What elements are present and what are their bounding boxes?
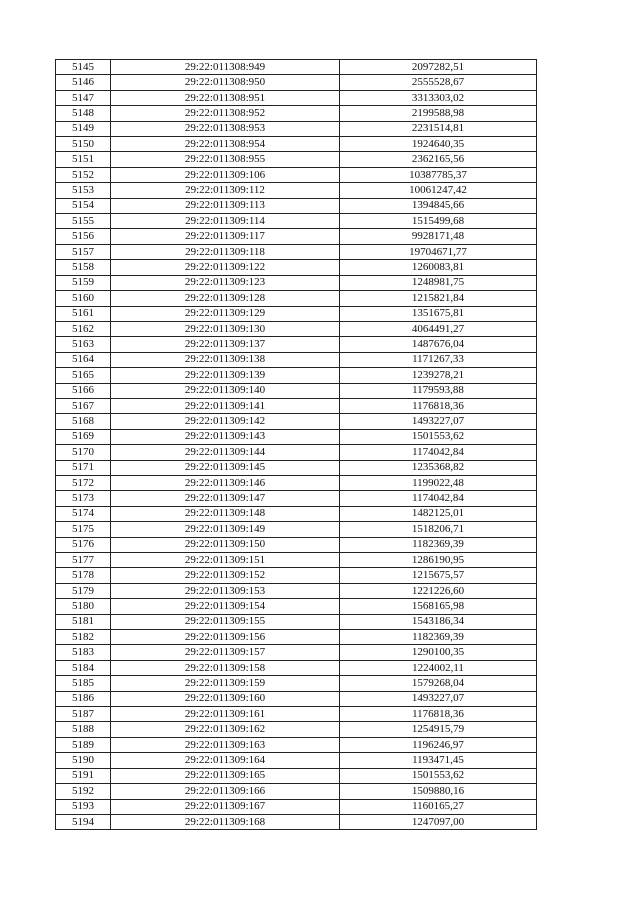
row-number-cell: 5160 xyxy=(56,291,111,306)
table-row xyxy=(56,753,537,768)
table-row xyxy=(56,368,537,383)
value-cell: 1176818,36 xyxy=(340,707,537,722)
row-number-cell: 5159 xyxy=(56,275,111,290)
table-row xyxy=(56,121,537,136)
value-cell: 1579268,04 xyxy=(340,676,537,691)
row-number-cell: 5145 xyxy=(56,60,111,75)
value-cell: 1248981,75 xyxy=(340,275,537,290)
table-row xyxy=(56,275,537,290)
cadastral-number-cell: 29:22:011309:145 xyxy=(111,460,340,475)
table-row xyxy=(56,676,537,691)
value-cell: 1260083,81 xyxy=(340,260,537,275)
cadastral-number-cell: 29:22:011308:950 xyxy=(111,75,340,90)
row-number-cell: 5189 xyxy=(56,737,111,752)
cadastral-number-cell: 29:22:011309:123 xyxy=(111,275,340,290)
value-cell: 4064491,27 xyxy=(340,321,537,336)
value-cell: 1394845,66 xyxy=(340,198,537,213)
row-number-cell: 5153 xyxy=(56,183,111,198)
row-number-cell: 5168 xyxy=(56,414,111,429)
cadastral-number-cell: 29:22:011309:166 xyxy=(111,784,340,799)
cadastral-number-cell: 29:22:011308:955 xyxy=(111,152,340,167)
value-cell: 1351675,81 xyxy=(340,306,537,321)
row-number-cell: 5185 xyxy=(56,676,111,691)
row-number-cell: 5172 xyxy=(56,475,111,490)
value-cell: 1215821,84 xyxy=(340,291,537,306)
value-cell: 1160165,27 xyxy=(340,799,537,814)
value-cell: 2097282,51 xyxy=(340,60,537,75)
table-row xyxy=(56,814,537,829)
table-row xyxy=(56,291,537,306)
cadastral-number-cell: 29:22:011309:159 xyxy=(111,676,340,691)
row-number-cell: 5146 xyxy=(56,75,111,90)
table-row xyxy=(56,60,537,75)
value-cell: 1221226,60 xyxy=(340,583,537,598)
cadastral-number-cell: 29:22:011309:146 xyxy=(111,475,340,490)
row-number-cell: 5171 xyxy=(56,460,111,475)
row-number-cell: 5150 xyxy=(56,137,111,152)
table-row xyxy=(56,445,537,460)
value-cell: 3313303,02 xyxy=(340,90,537,105)
row-number-cell: 5188 xyxy=(56,722,111,737)
table-row xyxy=(56,506,537,521)
value-cell: 2362165,56 xyxy=(340,152,537,167)
table-row xyxy=(56,90,537,105)
cadastral-number-cell: 29:22:011309:139 xyxy=(111,368,340,383)
table-row xyxy=(56,784,537,799)
row-number-cell: 5174 xyxy=(56,506,111,521)
table-row xyxy=(56,722,537,737)
table-row xyxy=(56,630,537,645)
value-cell: 1215675,57 xyxy=(340,568,537,583)
table-row xyxy=(56,691,537,706)
table-row xyxy=(56,460,537,475)
row-number-cell: 5179 xyxy=(56,583,111,598)
table-row xyxy=(56,198,537,213)
value-cell: 1176818,36 xyxy=(340,398,537,413)
cadastral-number-cell: 29:22:011309:106 xyxy=(111,167,340,182)
cadastral-number-cell: 29:22:011309:164 xyxy=(111,753,340,768)
cadastral-number-cell: 29:22:011308:954 xyxy=(111,137,340,152)
value-cell: 1196246,97 xyxy=(340,737,537,752)
cadastral-number-cell: 29:22:011309:138 xyxy=(111,352,340,367)
value-cell: 1254915,79 xyxy=(340,722,537,737)
cadastral-number-cell: 29:22:011309:144 xyxy=(111,445,340,460)
table-row xyxy=(56,429,537,444)
cadastral-number-cell: 29:22:011309:162 xyxy=(111,722,340,737)
table-row xyxy=(56,768,537,783)
cadastral-number-cell: 29:22:011309:140 xyxy=(111,383,340,398)
row-number-cell: 5149 xyxy=(56,121,111,136)
table-row xyxy=(56,244,537,259)
value-cell: 1193471,45 xyxy=(340,753,537,768)
cadastral-number-cell: 29:22:011309:142 xyxy=(111,414,340,429)
table-row xyxy=(56,537,537,552)
value-cell: 1182369,39 xyxy=(340,537,537,552)
cadastral-number-cell: 29:22:011308:952 xyxy=(111,106,340,121)
row-number-cell: 5163 xyxy=(56,337,111,352)
value-cell: 1515499,68 xyxy=(340,214,537,229)
value-cell: 10061247,42 xyxy=(340,183,537,198)
cadastral-number-cell: 29:22:011309:158 xyxy=(111,660,340,675)
row-number-cell: 5165 xyxy=(56,368,111,383)
row-number-cell: 5164 xyxy=(56,352,111,367)
table-row xyxy=(56,352,537,367)
table-body xyxy=(56,60,537,830)
cadastral-value-table xyxy=(55,59,537,830)
row-number-cell: 5193 xyxy=(56,799,111,814)
cadastral-number-cell: 29:22:011309:148 xyxy=(111,506,340,521)
table-row xyxy=(56,260,537,275)
cadastral-number-cell: 29:22:011308:953 xyxy=(111,121,340,136)
cadastral-number-cell: 29:22:011309:112 xyxy=(111,183,340,198)
value-cell: 1568165,98 xyxy=(340,599,537,614)
table-row xyxy=(56,337,537,352)
row-number-cell: 5192 xyxy=(56,784,111,799)
row-number-cell: 5191 xyxy=(56,768,111,783)
table-row xyxy=(56,475,537,490)
cadastral-number-cell: 29:22:011309:157 xyxy=(111,645,340,660)
cadastral-number-cell: 29:22:011309:141 xyxy=(111,398,340,413)
cadastral-number-cell: 29:22:011309:154 xyxy=(111,599,340,614)
value-cell: 2231514,81 xyxy=(340,121,537,136)
value-cell: 2199588,98 xyxy=(340,106,537,121)
row-number-cell: 5181 xyxy=(56,614,111,629)
row-number-cell: 5173 xyxy=(56,491,111,506)
value-cell: 10387785,37 xyxy=(340,167,537,182)
table-row xyxy=(56,106,537,121)
row-number-cell: 5169 xyxy=(56,429,111,444)
row-number-cell: 5154 xyxy=(56,198,111,213)
table-row xyxy=(56,491,537,506)
table-row xyxy=(56,383,537,398)
value-cell: 1239278,21 xyxy=(340,368,537,383)
cadastral-number-cell: 29:22:011309:143 xyxy=(111,429,340,444)
value-cell: 1501553,62 xyxy=(340,768,537,783)
cadastral-number-cell: 29:22:011309:122 xyxy=(111,260,340,275)
cadastral-number-cell: 29:22:011309:114 xyxy=(111,214,340,229)
table-row xyxy=(56,214,537,229)
table-row xyxy=(56,707,537,722)
cadastral-number-cell: 29:22:011309:117 xyxy=(111,229,340,244)
row-number-cell: 5166 xyxy=(56,383,111,398)
cadastral-number-cell: 29:22:011308:951 xyxy=(111,90,340,105)
value-cell: 19704671,77 xyxy=(340,244,537,259)
row-number-cell: 5190 xyxy=(56,753,111,768)
cadastral-number-cell: 29:22:011309:165 xyxy=(111,768,340,783)
cadastral-number-cell: 29:22:011309:149 xyxy=(111,522,340,537)
cadastral-number-cell: 29:22:011309:129 xyxy=(111,306,340,321)
value-cell: 1493227,07 xyxy=(340,414,537,429)
value-cell: 1543186,34 xyxy=(340,614,537,629)
value-cell: 1174042,84 xyxy=(340,445,537,460)
table-row xyxy=(56,583,537,598)
cadastral-number-cell: 29:22:011309:167 xyxy=(111,799,340,814)
row-number-cell: 5162 xyxy=(56,321,111,336)
value-cell: 1224002,11 xyxy=(340,660,537,675)
cadastral-number-cell: 29:22:011309:113 xyxy=(111,198,340,213)
table-row xyxy=(56,137,537,152)
row-number-cell: 5147 xyxy=(56,90,111,105)
row-number-cell: 5182 xyxy=(56,630,111,645)
value-cell: 1199022,48 xyxy=(340,475,537,490)
row-number-cell: 5180 xyxy=(56,599,111,614)
value-cell: 1247097,00 xyxy=(340,814,537,829)
cadastral-number-cell: 29:22:011309:147 xyxy=(111,491,340,506)
row-number-cell: 5151 xyxy=(56,152,111,167)
cadastral-number-cell: 29:22:011309:160 xyxy=(111,691,340,706)
value-cell: 1487676,04 xyxy=(340,337,537,352)
table-row xyxy=(56,645,537,660)
row-number-cell: 5161 xyxy=(56,306,111,321)
table-row xyxy=(56,167,537,182)
row-number-cell: 5178 xyxy=(56,568,111,583)
table-row xyxy=(56,522,537,537)
table-row xyxy=(56,568,537,583)
value-cell: 1174042,84 xyxy=(340,491,537,506)
cadastral-number-cell: 29:22:011309:155 xyxy=(111,614,340,629)
row-number-cell: 5184 xyxy=(56,660,111,675)
value-cell: 1493227,07 xyxy=(340,691,537,706)
table-row xyxy=(56,799,537,814)
value-cell: 1924640,35 xyxy=(340,137,537,152)
row-number-cell: 5156 xyxy=(56,229,111,244)
table-row xyxy=(56,614,537,629)
value-cell: 1518206,71 xyxy=(340,522,537,537)
value-cell: 1286190,95 xyxy=(340,553,537,568)
cadastral-number-cell: 29:22:011309:152 xyxy=(111,568,340,583)
cadastral-number-cell: 29:22:011309:156 xyxy=(111,630,340,645)
cadastral-number-cell: 29:22:011309:151 xyxy=(111,553,340,568)
cadastral-number-cell: 29:22:011309:161 xyxy=(111,707,340,722)
value-cell: 9928171,48 xyxy=(340,229,537,244)
table-row xyxy=(56,414,537,429)
value-cell: 1235368,82 xyxy=(340,460,537,475)
cadastral-number-cell: 29:22:011309:153 xyxy=(111,583,340,598)
row-number-cell: 5155 xyxy=(56,214,111,229)
row-number-cell: 5170 xyxy=(56,445,111,460)
table-row xyxy=(56,229,537,244)
table-row xyxy=(56,321,537,336)
table-row xyxy=(56,306,537,321)
row-number-cell: 5177 xyxy=(56,553,111,568)
row-number-cell: 5167 xyxy=(56,398,111,413)
row-number-cell: 5186 xyxy=(56,691,111,706)
value-cell: 1290100,35 xyxy=(340,645,537,660)
cadastral-number-cell: 29:22:011309:130 xyxy=(111,321,340,336)
value-cell: 1482125,01 xyxy=(340,506,537,521)
row-number-cell: 5176 xyxy=(56,537,111,552)
table-row xyxy=(56,183,537,198)
row-number-cell: 5187 xyxy=(56,707,111,722)
cadastral-number-cell: 29:22:011308:949 xyxy=(111,60,340,75)
table-row xyxy=(56,152,537,167)
value-cell: 1182369,39 xyxy=(340,630,537,645)
cadastral-number-cell: 29:22:011309:118 xyxy=(111,244,340,259)
table-row xyxy=(56,599,537,614)
row-number-cell: 5175 xyxy=(56,522,111,537)
row-number-cell: 5148 xyxy=(56,106,111,121)
cadastral-number-cell: 29:22:011309:128 xyxy=(111,291,340,306)
row-number-cell: 5152 xyxy=(56,167,111,182)
row-number-cell: 5183 xyxy=(56,645,111,660)
table-row xyxy=(56,660,537,675)
value-cell: 2555528,67 xyxy=(340,75,537,90)
value-cell: 1509880,16 xyxy=(340,784,537,799)
cadastral-number-cell: 29:22:011309:168 xyxy=(111,814,340,829)
value-cell: 1501553,62 xyxy=(340,429,537,444)
table-row xyxy=(56,75,537,90)
row-number-cell: 5157 xyxy=(56,244,111,259)
cadastral-number-cell: 29:22:011309:150 xyxy=(111,537,340,552)
value-cell: 1171267,33 xyxy=(340,352,537,367)
table-row xyxy=(56,398,537,413)
value-cell: 1179593,88 xyxy=(340,383,537,398)
row-number-cell: 5158 xyxy=(56,260,111,275)
cadastral-number-cell: 29:22:011309:163 xyxy=(111,737,340,752)
cadastral-number-cell: 29:22:011309:137 xyxy=(111,337,340,352)
table-row xyxy=(56,553,537,568)
table-row xyxy=(56,737,537,752)
row-number-cell: 5194 xyxy=(56,814,111,829)
